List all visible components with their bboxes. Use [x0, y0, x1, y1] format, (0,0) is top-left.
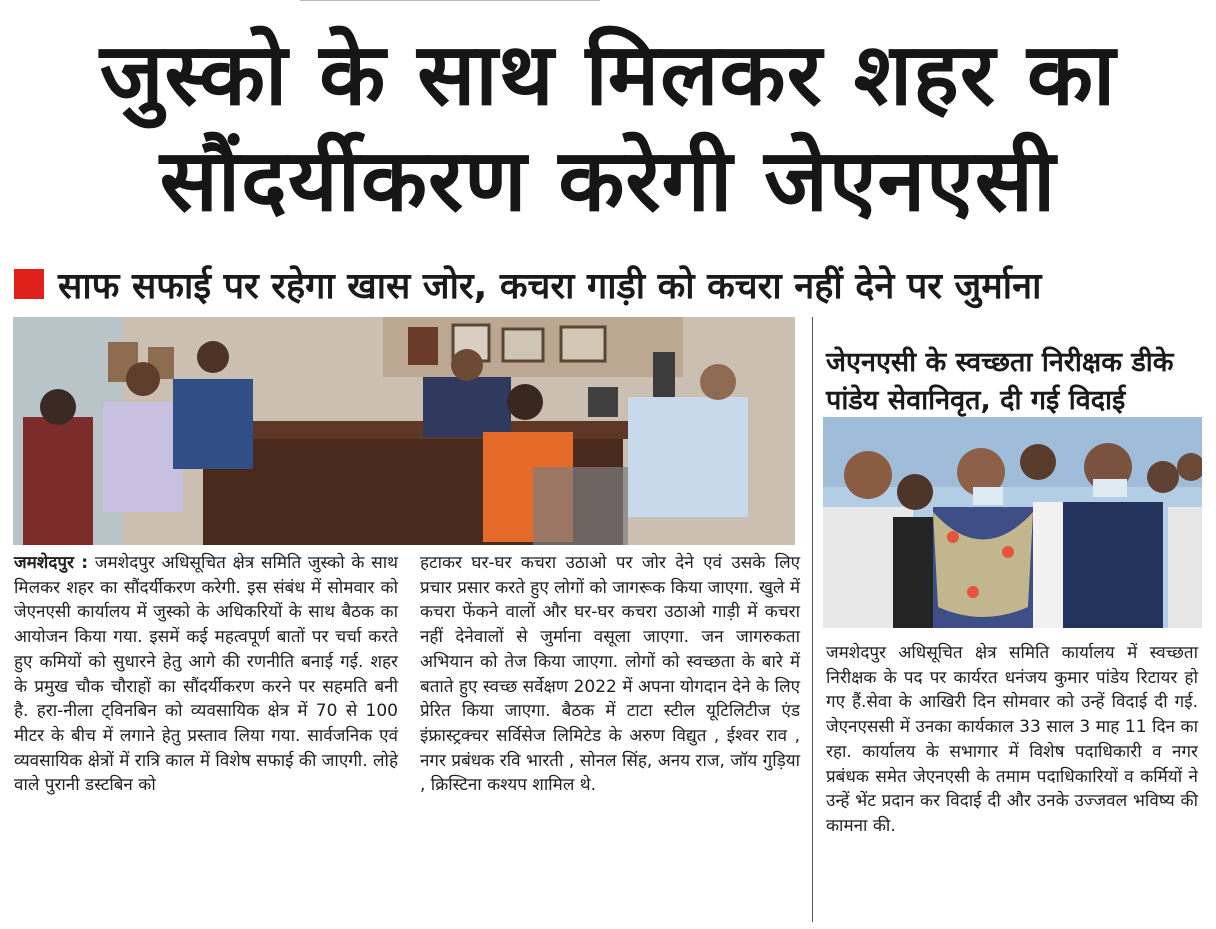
main-story-text-2: हटाकर घर-घर कचरा उठाओ पर जोर देने एवं उसके लिए प्रचार प्रसार करते हुए लोगों को जागरूक किया जाएगा. खुले में कचरा फेंकने वालों और घर-घर कचरा उठाओ गाड़ी में कचरा नहीं देनेवालों से जुर्माना वसूला जाएगा. जन जागरुकता अभियान को तेज किया जाएगा. लोगों को स्वच्छता के बारे में बताते हुए स्वच्छ सर्वेक्षण 2022 में अपना योगदान देने के लिए प्रेरित किया जाएगा. बैठक में टाटा स्टील यूटिलिटीज एंड इंफ्रास्ट्रक्चर सर्विसेज लिमिटेड के अरुण विद्युत , ईश्वर राव , नगर प्रबंधक रवि भारती , सोनल सिंह, अनय राज, जॉय गुड़िया , क्रिस्टिना कश्यप शामिल थे. — [420, 553, 800, 796]
side-story-headline: जेएनएसी के स्वच्छता निरीक्षक डीके पांडेय सेवानिवृत, दी गई विदाई — [826, 347, 1174, 417]
top-edge-rule — [300, 0, 600, 1]
headline-line-2: सौंदर्यीकरण करेगी जेएनएसी — [159, 131, 1057, 231]
subheadline — [14, 262, 1209, 306]
main-story-column-1 — [14, 551, 398, 798]
main-story-column-2 — [420, 551, 800, 798]
headline-line-1: जुस्को के साथ मिलकर शहर का — [99, 25, 1117, 125]
side-story-text: जमशेदपुर अधिसूचित क्षेत्र समिति कार्यालय में स्वच्छता निरीक्षक के पद पर कार्यरत धनंजय कुमार पांडेय रिटायर हो गए हैं.सेवा के आखिरी दिन सोमवार को उन्हें विदाई दी गई. जेएनएससी में उनका कार्यकाल 33 साल 3 माह 11 दिन का रहा. कार्यालय के सभागार में विशेष पदाधिकारी व नगर प्रबंधक समेत जेएनएसी के तमाम पदाधिकारियों व कर्मियों ने उन्हें भेंट प्रदान कर विदाई दी और उनके उज्जवल भविष्य की कामना की. — [826, 643, 1198, 836]
farewell-photo — [823, 417, 1202, 628]
main-story-text-1: जमशेदपुर अधिसूचित क्षेत्र समिति जुस्को के साथ मिलकर शहर का सौंदर्यीकरण करेगी. इस संबंध में सोमवार को जेएनएसी कार्यालय में जुस्को के अधिकरियों के साथ बैठक का आयोजन किया गया. इसमें कई महत्वपूर्ण बातों पर चर्चा करते हुए कमियों को सुधारने हेतु आगे की रणनीति बनाई गई. शहर के प्रमुख चौक चौराहों का सौंदर्यीकरण करने पर सहमति बनी है. हरा-नीला ट्विनबिन को व्यवसायिक क्षेत्र में 70 से 100 मीटर के बीच में लगाने हेतु प्रस्ताव लिया गया. सार्वजनिक एवं व्यवसायिक क्षेत्रों में रात्रि काल में विशेष सफाई की जाएगी. लोहे वाले पुरानी डस्टबिन को — [14, 553, 398, 796]
farewell-photo-illustration — [823, 417, 1202, 628]
column-divider — [812, 317, 813, 922]
dateline: जमशेदपुर : — [14, 553, 89, 573]
meeting-photo — [13, 317, 795, 545]
subheadline-text: साफ सफाई पर रहेगा खास जोर, कचरा गाड़ी को कचरा नहीं देने पर जुर्माना — [58, 265, 1042, 307]
side-story-body — [826, 641, 1198, 839]
meeting-photo-illustration — [13, 317, 795, 545]
red-bullet-icon — [14, 269, 44, 299]
